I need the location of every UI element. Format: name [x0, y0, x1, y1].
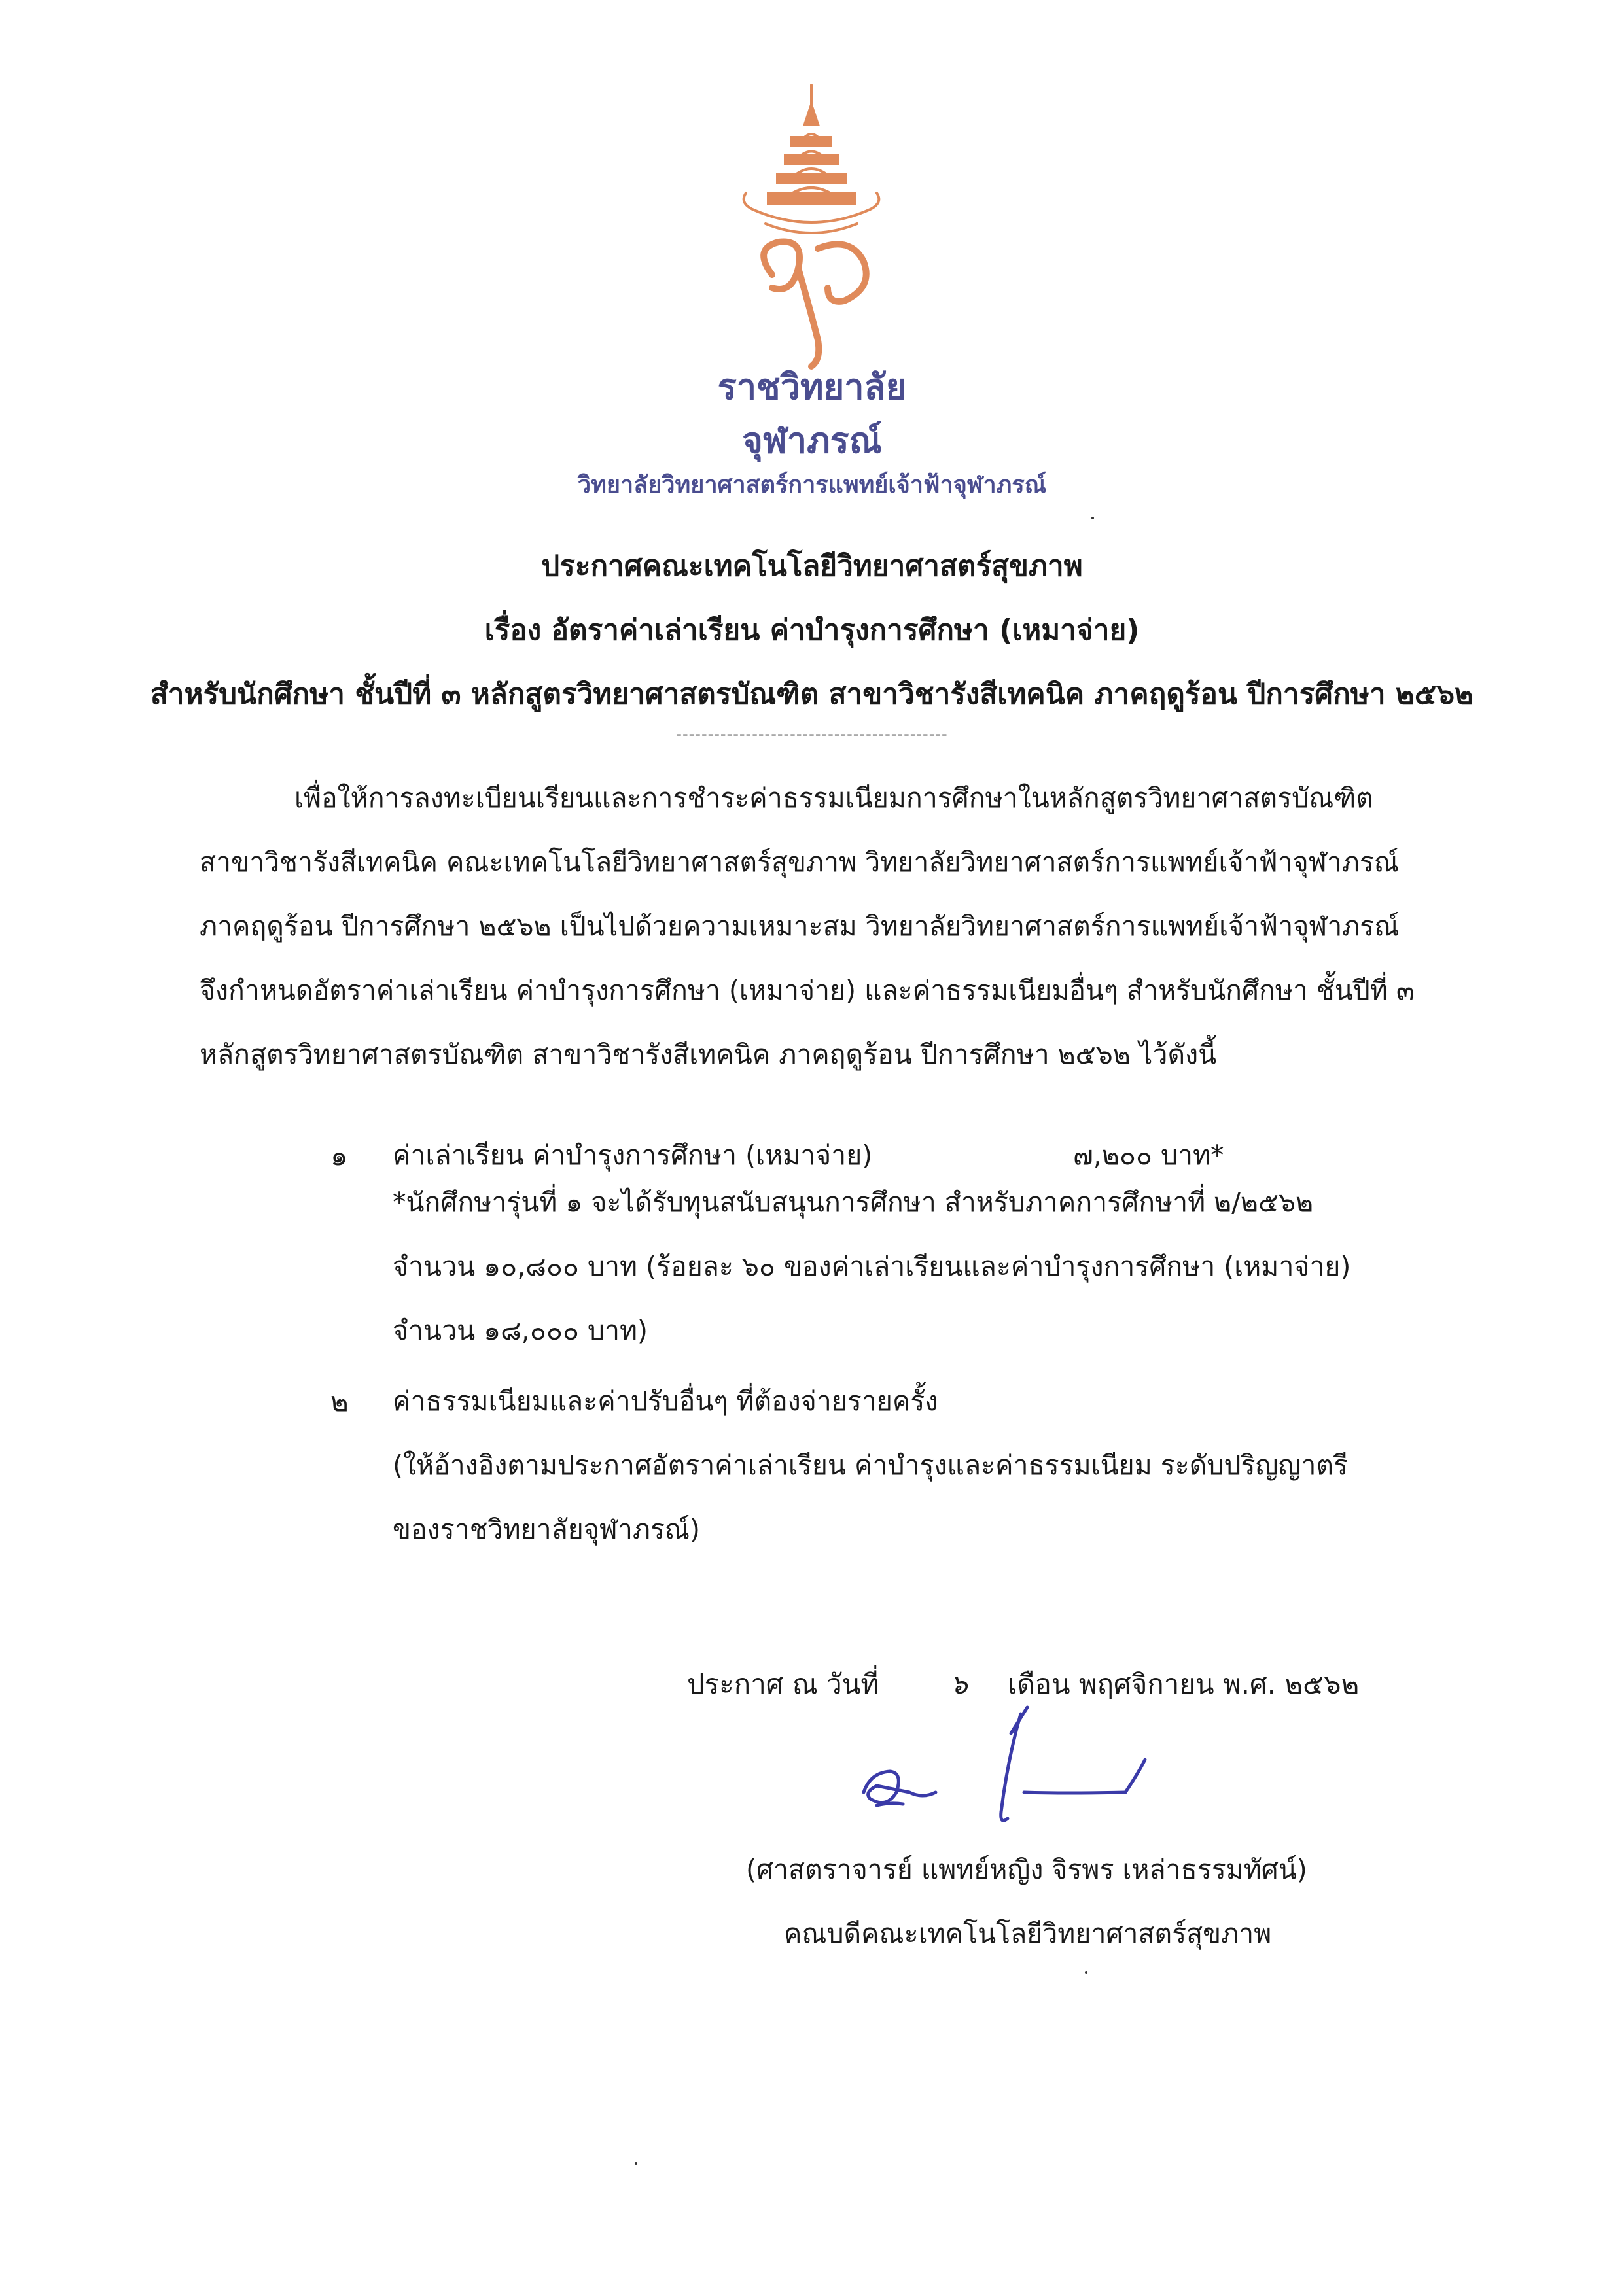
announcement-date-label: ประกาศ ณ วันที่ [687, 1668, 879, 1700]
handwritten-signature-icon [851, 1694, 1217, 1832]
item-note: จำนวน ๑๐,๘๐๐ บาท (ร้อยละ ๖๐ ของค่าเล่าเรียนและค่าบำรุงการศึกษา (เหมาจ่าย) [393, 1251, 1351, 1282]
paragraph-line: เพื่อให้การลงทะเบียนเรียนและการชำระค่าธรรมเนียมการศึกษาในหลักสูตรวิทยาศาสตรบัณฑิต [294, 782, 1373, 814]
scan-speck [635, 2162, 637, 2165]
college-name: วิทยาลัยวิทยาศาสตร์การแพทย์เจ้าฟ้าจุฬาภรณ์ [577, 472, 1047, 498]
item-note: (ให้อ้างอิงตามประกาศอัตราค่าเล่าเรียน ค่าบำรุงและค่าธรรมเนียม ระดับปริญญาตรี [393, 1450, 1349, 1481]
item-label: ค่าธรรมเนียมและค่าปรับอื่นๆ ที่ต้องจ่ายรายครั้ง [393, 1385, 938, 1417]
announcement-title: ประกาศคณะเทคโนโลยีวิทยาศาสตร์สุขภาพ [541, 549, 1083, 583]
paragraph-line: สาขาวิชารังสีเทคนิค คณะเทคโนโลยีวิทยาศาสตร์สุขภาพ วิทยาลัยวิทยาศาสตร์การแพทย์เจ้าฟ้าจุฬาภรณ์ [200, 846, 1399, 878]
item-note: จำนวน ๑๘,๐๐๐ บาท) [393, 1315, 648, 1346]
announcement-day: ๖ [950, 1668, 968, 1700]
paragraph-line: ภาคฤดูร้อน ปีการศึกษา ๒๕๖๒ เป็นไปด้วยความเหมาะสม วิทยาลัยวิทยาศาสตร์การแพทย์เจ้าฟ้าจุฬาภรณ์ [200, 911, 1400, 942]
institution-name-line2: จุฬาภรณ์ [742, 420, 882, 461]
scan-speck [1085, 1971, 1087, 1974]
item-number: ๒ [330, 1385, 349, 1418]
tuition-amount: ๗,๒๐๐ บาท* [1073, 1139, 1224, 1171]
paragraph-line: จึงกำหนดอัตราค่าเล่าเรียน ค่าบำรุงการศึกษา (เหมาจ่าย) และค่าธรรมเนียมอื่นๆ สำหรับนักศึกษา ชั้นปีที่ ๓ [200, 975, 1415, 1006]
scan-speck [1091, 517, 1094, 519]
signatory-position: คณบดีคณะเทคโนโลยีวิทยาศาสตร์สุขภาพ [784, 1918, 1272, 1949]
announcement-scope: สำหรับนักศึกษา ชั้นปีที่ ๓ หลักสูตรวิทยาศาสตรบัณฑิต สาขาวิชารังสีเทคนิค ภาคฤดูร้อน ปีการศึกษา ๒๕๖๒ [150, 678, 1474, 711]
item-note: *นักศึกษารุ่นที่ ๑ จะได้รับทุนสนับสนุนการศึกษา สำหรับภาคการศึกษาที่ ๒/๒๕๖๒ [393, 1187, 1314, 1218]
paragraph-line: หลักสูตรวิทยาศาสตรบัณฑิต สาขาวิชารังสีเทคนิค ภาคฤดูร้อน ปีการศึกษา ๒๕๖๒ ไว้ดังนี้ [200, 1039, 1217, 1070]
announcement-month-year: เดือน พฤศจิกายน พ.ศ. ๒๕๖๒ [1008, 1668, 1360, 1700]
title-separator: ------------------------------------------- [676, 725, 948, 743]
signatory-name: (ศาสตราจารย์ แพทย์หญิง จิรพร เหล่าธรรมทัศน์) [746, 1854, 1307, 1885]
item-label: ค่าเล่าเรียน ค่าบำรุงการศึกษา (เหมาจ่าย) [393, 1139, 873, 1171]
institution-name-line1: ราชวิทยาลัย [717, 366, 907, 408]
royal-crown-emblem-icon [713, 78, 909, 373]
item-number: ๑ [330, 1139, 348, 1172]
announcement-subject: เรื่อง อัตราค่าเล่าเรียน ค่าบำรุงการศึกษา (เหมาจ่าย) [484, 614, 1140, 647]
item-note: ของราชวิทยาลัยจุฬาภรณ์) [393, 1514, 700, 1545]
